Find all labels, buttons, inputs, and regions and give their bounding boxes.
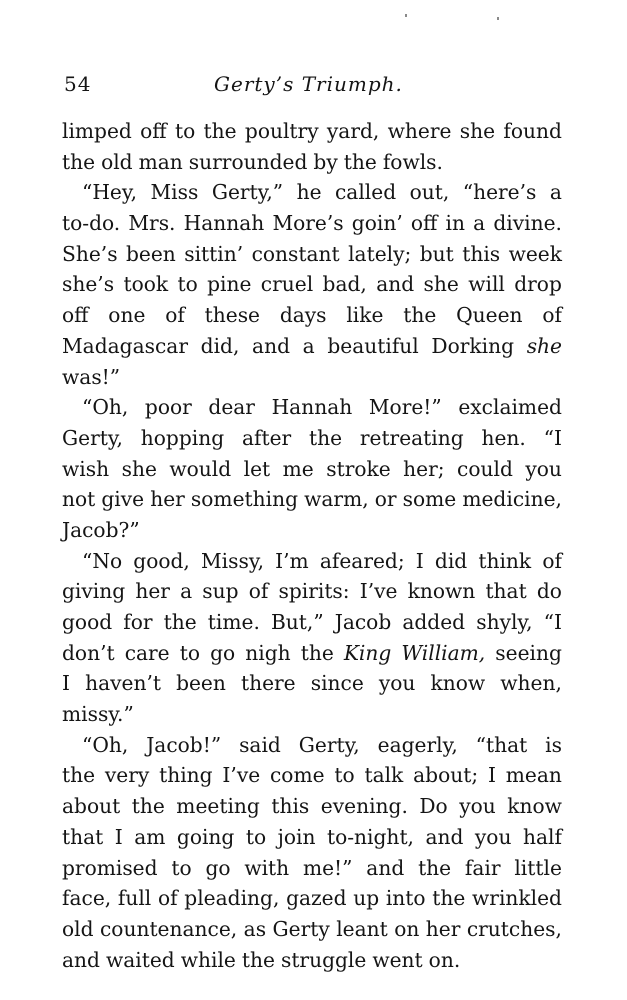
word: Mrs. <box>128 211 176 236</box>
word: “I <box>543 610 562 634</box>
word: off <box>62 303 89 328</box>
word: and <box>252 333 290 358</box>
word: she <box>459 119 496 143</box>
word: off <box>140 119 167 143</box>
word: went <box>372 947 423 972</box>
page-header <box>62 68 562 108</box>
word: I <box>62 671 70 696</box>
text-line <box>62 853 562 884</box>
word: wish <box>62 456 110 481</box>
italic-word: King <box>343 640 392 665</box>
word: her <box>135 579 170 604</box>
word: I’m <box>275 548 309 573</box>
word: evening. <box>320 794 408 819</box>
word: eagerly, <box>377 732 458 757</box>
word: wrinkled <box>472 886 562 911</box>
text-line <box>62 392 562 423</box>
text-line <box>62 269 562 300</box>
word: Gerty, <box>298 732 360 757</box>
word: Jacob!” <box>146 732 222 757</box>
word: yard, <box>326 119 380 143</box>
word: a <box>473 211 486 236</box>
text-line <box>62 668 562 699</box>
word: “Oh, <box>82 732 129 757</box>
text-line <box>62 576 562 607</box>
word: Queen <box>456 303 523 328</box>
word: is <box>545 732 562 757</box>
word: Gerty <box>272 916 330 941</box>
word: when, <box>500 671 562 696</box>
word: do <box>536 579 562 604</box>
word: join <box>277 824 316 849</box>
word: limped <box>62 119 132 143</box>
word: in <box>445 211 465 236</box>
word: shyly, <box>476 610 533 634</box>
word: beautiful <box>327 333 419 358</box>
word: Dorking <box>431 333 515 358</box>
word: waited <box>105 947 175 972</box>
word: Hannah <box>183 211 265 236</box>
text-line <box>62 484 562 515</box>
word: found <box>503 119 562 143</box>
word: come <box>269 763 325 788</box>
word: this <box>271 794 310 819</box>
word: called <box>335 180 397 205</box>
word: days <box>279 303 327 328</box>
text-line <box>62 515 562 546</box>
word: countenance, <box>99 916 238 941</box>
word: time. <box>207 610 260 634</box>
word: crutches, <box>466 916 562 941</box>
word: the <box>343 149 377 174</box>
word: stroke <box>326 456 391 481</box>
word: where <box>387 119 452 143</box>
word: Hannah <box>271 395 353 420</box>
word: poultry <box>244 119 319 143</box>
word: go <box>210 640 236 665</box>
word: “that <box>475 732 528 757</box>
word: I’ve <box>222 763 261 788</box>
word: the <box>203 119 237 143</box>
word: thing <box>159 763 213 788</box>
word: the <box>432 886 466 911</box>
word: while <box>180 947 236 972</box>
word: good, <box>133 548 190 573</box>
word: of <box>248 579 269 604</box>
word: me!” <box>302 855 353 880</box>
word: Missy, <box>201 548 264 573</box>
word: her <box>425 916 461 941</box>
word: of <box>542 303 562 328</box>
page-number: 54 <box>64 72 92 96</box>
word: full <box>117 886 152 911</box>
text-line <box>62 239 562 270</box>
word: to-night, <box>326 824 414 849</box>
word: gazed <box>286 886 347 911</box>
word: off <box>410 211 438 236</box>
word: afeared; <box>319 548 405 573</box>
word: think <box>478 548 532 573</box>
word: meeting <box>176 794 260 819</box>
word: the <box>308 425 343 450</box>
word: been <box>176 671 226 696</box>
word: I <box>415 548 424 573</box>
word: fair <box>464 855 501 880</box>
text-line <box>62 730 562 761</box>
word: to-do. <box>62 211 121 236</box>
word: pleading, <box>184 886 280 911</box>
word: that <box>485 579 527 604</box>
word: you <box>474 824 512 849</box>
word: something <box>190 487 299 512</box>
word: was!” <box>62 364 121 389</box>
word: the <box>300 640 334 665</box>
word: and <box>62 947 100 972</box>
word: of <box>165 303 185 328</box>
word: know <box>430 671 486 696</box>
word: did <box>434 548 468 573</box>
word: missy.” <box>62 702 134 727</box>
word: the <box>62 763 96 788</box>
word: little <box>514 855 562 880</box>
word: Madagascar <box>62 333 188 358</box>
word: I’ve <box>359 579 398 604</box>
word: seeing <box>495 640 562 665</box>
word: “No <box>82 548 123 573</box>
word: of <box>157 886 178 911</box>
word: up <box>353 886 380 911</box>
word: could <box>457 456 513 481</box>
word: But,” <box>270 610 324 634</box>
word: Jacob?” <box>62 517 140 542</box>
text-line <box>62 423 562 454</box>
word: mean <box>505 763 562 788</box>
word: the <box>241 947 275 972</box>
word: cruel <box>260 272 314 297</box>
word: face, <box>62 886 112 911</box>
word: the <box>403 303 437 328</box>
word: let <box>243 456 271 481</box>
word: by <box>313 149 338 174</box>
scan-speck <box>405 14 407 17</box>
word: did, <box>200 333 240 358</box>
word: she <box>423 272 459 297</box>
word: man <box>138 149 183 174</box>
word: care <box>124 640 170 665</box>
text-line <box>62 945 562 976</box>
word: surrounded <box>188 149 308 174</box>
word: she <box>121 456 157 481</box>
word: old <box>62 916 94 941</box>
scan-speck <box>497 17 499 20</box>
word: divine. <box>493 211 562 236</box>
word: am <box>134 824 166 849</box>
text-line <box>62 331 562 362</box>
word: to <box>179 640 200 665</box>
word: haven’t <box>85 671 161 696</box>
word: said <box>239 732 281 757</box>
text-line <box>62 454 562 485</box>
word: Do <box>419 794 448 819</box>
text-line <box>62 822 562 853</box>
word: the <box>131 794 165 819</box>
word: to <box>177 272 198 297</box>
text-line <box>62 208 562 239</box>
text-line <box>62 177 562 208</box>
word: to <box>334 763 355 788</box>
word: and <box>376 272 415 297</box>
text-line <box>62 300 562 331</box>
word: a <box>180 579 193 604</box>
word: hen. <box>481 425 526 450</box>
text-line <box>62 699 562 730</box>
word: poor <box>144 395 192 420</box>
word: “I <box>543 425 562 450</box>
word: exclaimed <box>458 395 562 420</box>
word: her; <box>403 456 445 481</box>
word: there <box>240 671 296 696</box>
word: you <box>378 671 416 696</box>
word: known <box>407 579 476 604</box>
word: dear <box>208 395 255 420</box>
word: the <box>62 149 96 174</box>
text-line <box>62 116 562 147</box>
word: and <box>425 824 464 849</box>
word: she’s <box>62 272 115 297</box>
word: warm, <box>304 487 369 512</box>
word: lately; <box>348 241 412 266</box>
word: constant <box>251 241 340 266</box>
word: that <box>62 824 104 849</box>
word: this <box>462 241 501 266</box>
word: since <box>310 671 364 696</box>
word: drop <box>514 272 562 297</box>
book-page <box>62 68 562 975</box>
word: I <box>114 824 123 849</box>
word: retreating <box>359 425 464 450</box>
word: go <box>205 855 231 880</box>
word: with <box>244 855 290 880</box>
word: will <box>468 272 505 297</box>
word: about <box>62 794 121 819</box>
word: some <box>402 487 457 512</box>
word: going <box>176 824 235 849</box>
word: “Hey, <box>82 180 138 205</box>
word: struggle <box>280 947 367 972</box>
word: good <box>62 610 113 634</box>
text-line <box>62 914 562 945</box>
text-line <box>62 760 562 791</box>
word: and <box>366 855 405 880</box>
body-text <box>62 116 562 975</box>
text-line <box>62 147 562 178</box>
word: promised <box>62 855 158 880</box>
word: “Oh, <box>82 395 129 420</box>
word: medicine, <box>462 487 562 512</box>
text-line <box>62 791 562 822</box>
word: “here’s <box>462 180 537 205</box>
word: goin’ <box>351 211 403 236</box>
word: me <box>282 456 314 481</box>
word: bad, <box>322 272 367 297</box>
word: nigh <box>245 640 291 665</box>
word: these <box>204 303 261 328</box>
word: know <box>507 794 562 819</box>
word: would <box>169 456 232 481</box>
word: or <box>374 487 397 512</box>
word: out, <box>409 180 450 205</box>
word: old <box>101 149 133 174</box>
word: after <box>241 425 292 450</box>
word: the <box>418 855 452 880</box>
word: one <box>108 303 146 328</box>
italic-word: William, <box>401 640 486 665</box>
italic-word: she <box>526 333 562 358</box>
word: to <box>245 824 267 849</box>
word: week <box>508 241 562 266</box>
word: took <box>123 272 169 297</box>
word: fowls. <box>382 149 443 174</box>
word: the <box>163 610 197 634</box>
word: sup <box>202 579 239 604</box>
word: I <box>487 763 496 788</box>
word: as <box>243 916 267 941</box>
word: a <box>302 333 315 358</box>
word: Jacob <box>334 610 392 634</box>
word: on <box>394 916 420 941</box>
word: She’s <box>62 241 118 266</box>
text-line <box>62 607 562 638</box>
word: spirits: <box>278 579 350 604</box>
word: into <box>385 886 426 911</box>
word: More’s <box>272 211 344 236</box>
word: half <box>522 824 562 849</box>
word: Gerty, <box>62 425 123 450</box>
word: on. <box>428 947 461 972</box>
word: Miss <box>150 180 199 205</box>
word: added <box>402 610 466 634</box>
word: her <box>150 487 185 512</box>
word: very <box>104 763 150 788</box>
word: not <box>62 487 96 512</box>
word: to <box>174 119 196 143</box>
word: leant <box>336 916 388 941</box>
word: you <box>525 456 562 481</box>
word: Gerty,” <box>211 180 284 205</box>
running-title: Gerty’s Triumph. <box>214 72 403 96</box>
word: talk <box>364 763 404 788</box>
word: for <box>123 610 153 634</box>
word: about; <box>413 763 479 788</box>
word: you <box>459 794 496 819</box>
text-line <box>62 883 562 914</box>
word: don’t <box>62 640 115 665</box>
word: he <box>296 180 322 205</box>
word: a <box>549 180 562 205</box>
word: sittin’ <box>184 241 244 266</box>
word: to <box>171 855 192 880</box>
text-line <box>62 638 562 669</box>
word: but <box>419 241 454 266</box>
word: like <box>346 303 384 328</box>
word: of <box>542 548 562 573</box>
word: pine <box>207 272 252 297</box>
text-line <box>62 546 562 577</box>
word: hopping <box>140 425 225 450</box>
word: More!” <box>368 395 442 420</box>
word: give <box>101 487 145 512</box>
text-line <box>62 362 562 393</box>
word: giving <box>62 579 126 604</box>
word: been <box>125 241 176 266</box>
